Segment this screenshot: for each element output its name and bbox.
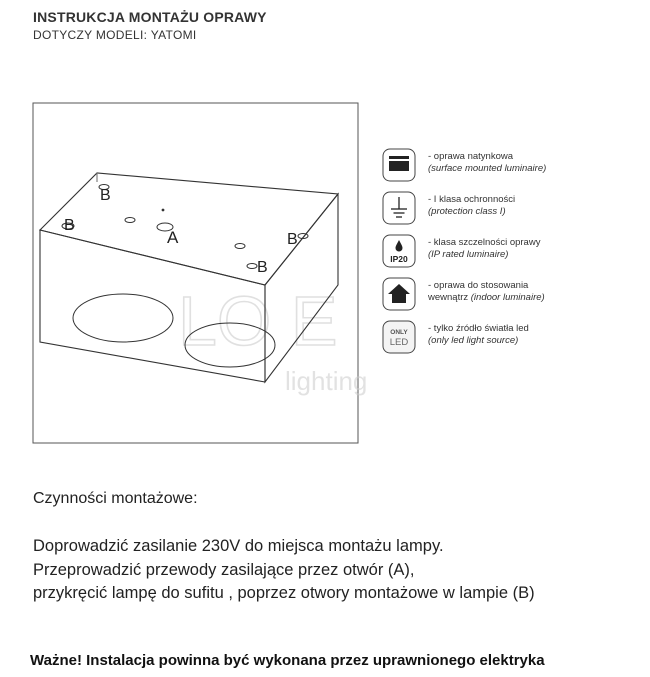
legend-text: - tylko źródło światła led (only led light source) — [428, 323, 529, 346]
instructions-heading: Czynności montażowe: — [33, 490, 198, 507]
instruction-line-2: Przeprowadzić przewody zasilające przez otwór (A), — [33, 561, 415, 579]
label-b-2: B — [64, 217, 75, 234]
only-led-icon — [382, 320, 416, 354]
legend-item-only-led — [382, 320, 642, 356]
svg-text:LED: LED — [389, 337, 409, 348]
label-b-3: B — [287, 231, 298, 248]
legend-text: - I klasa ochronności (protection class I) — [428, 194, 516, 217]
legend-text: - oprawa do stosowania wewnątrz (indoor luminaire) — [428, 280, 545, 303]
label-a: A — [167, 228, 179, 247]
instruction-line-3: przykręcić lampę do sufitu , poprzez otwory montażowe w lampie (B) — [33, 584, 535, 602]
surface-mounted-icon — [382, 148, 416, 182]
legend-item-ip20 — [382, 234, 642, 270]
legend-item-protection-class — [382, 191, 642, 227]
legend-text: - klasa szczelności oprawy (IP rated luminaire) — [428, 237, 541, 260]
legend-text: - oprawa natynkowa (surface mounted luminaire) — [428, 151, 547, 174]
warning-text: Ważne! Instalacja powinna być wykonana przez uprawnionego elektryka — [30, 652, 545, 669]
watermark-bottom: lighting — [285, 366, 368, 396]
legend-item-surface-mounted — [382, 148, 642, 184]
page-title: INSTRUKCJA MONTAŻU OPRAWY — [33, 9, 267, 25]
watermark-top: LO E — [178, 282, 338, 360]
mounting-holes — [62, 185, 308, 269]
page-subtitle: DOTYCZY MODELI: YATOMI — [33, 28, 197, 42]
svg-text:ONLY: ONLY — [390, 329, 408, 336]
light-opening-left — [73, 294, 173, 342]
watermark — [178, 282, 367, 396]
indoor-icon — [382, 277, 416, 311]
protection-class-icon — [382, 191, 416, 225]
svg-text:IP20: IP20 — [390, 254, 408, 264]
instruction-line-1: Doprowadzić zasilanie 230V do miejsca montażu lampy. — [33, 537, 444, 555]
center-dot — [162, 209, 165, 212]
label-b-1: B — [100, 187, 111, 204]
legend-item-indoor — [382, 277, 642, 313]
label-b-4: B — [257, 259, 268, 276]
ip20-icon — [382, 234, 416, 268]
